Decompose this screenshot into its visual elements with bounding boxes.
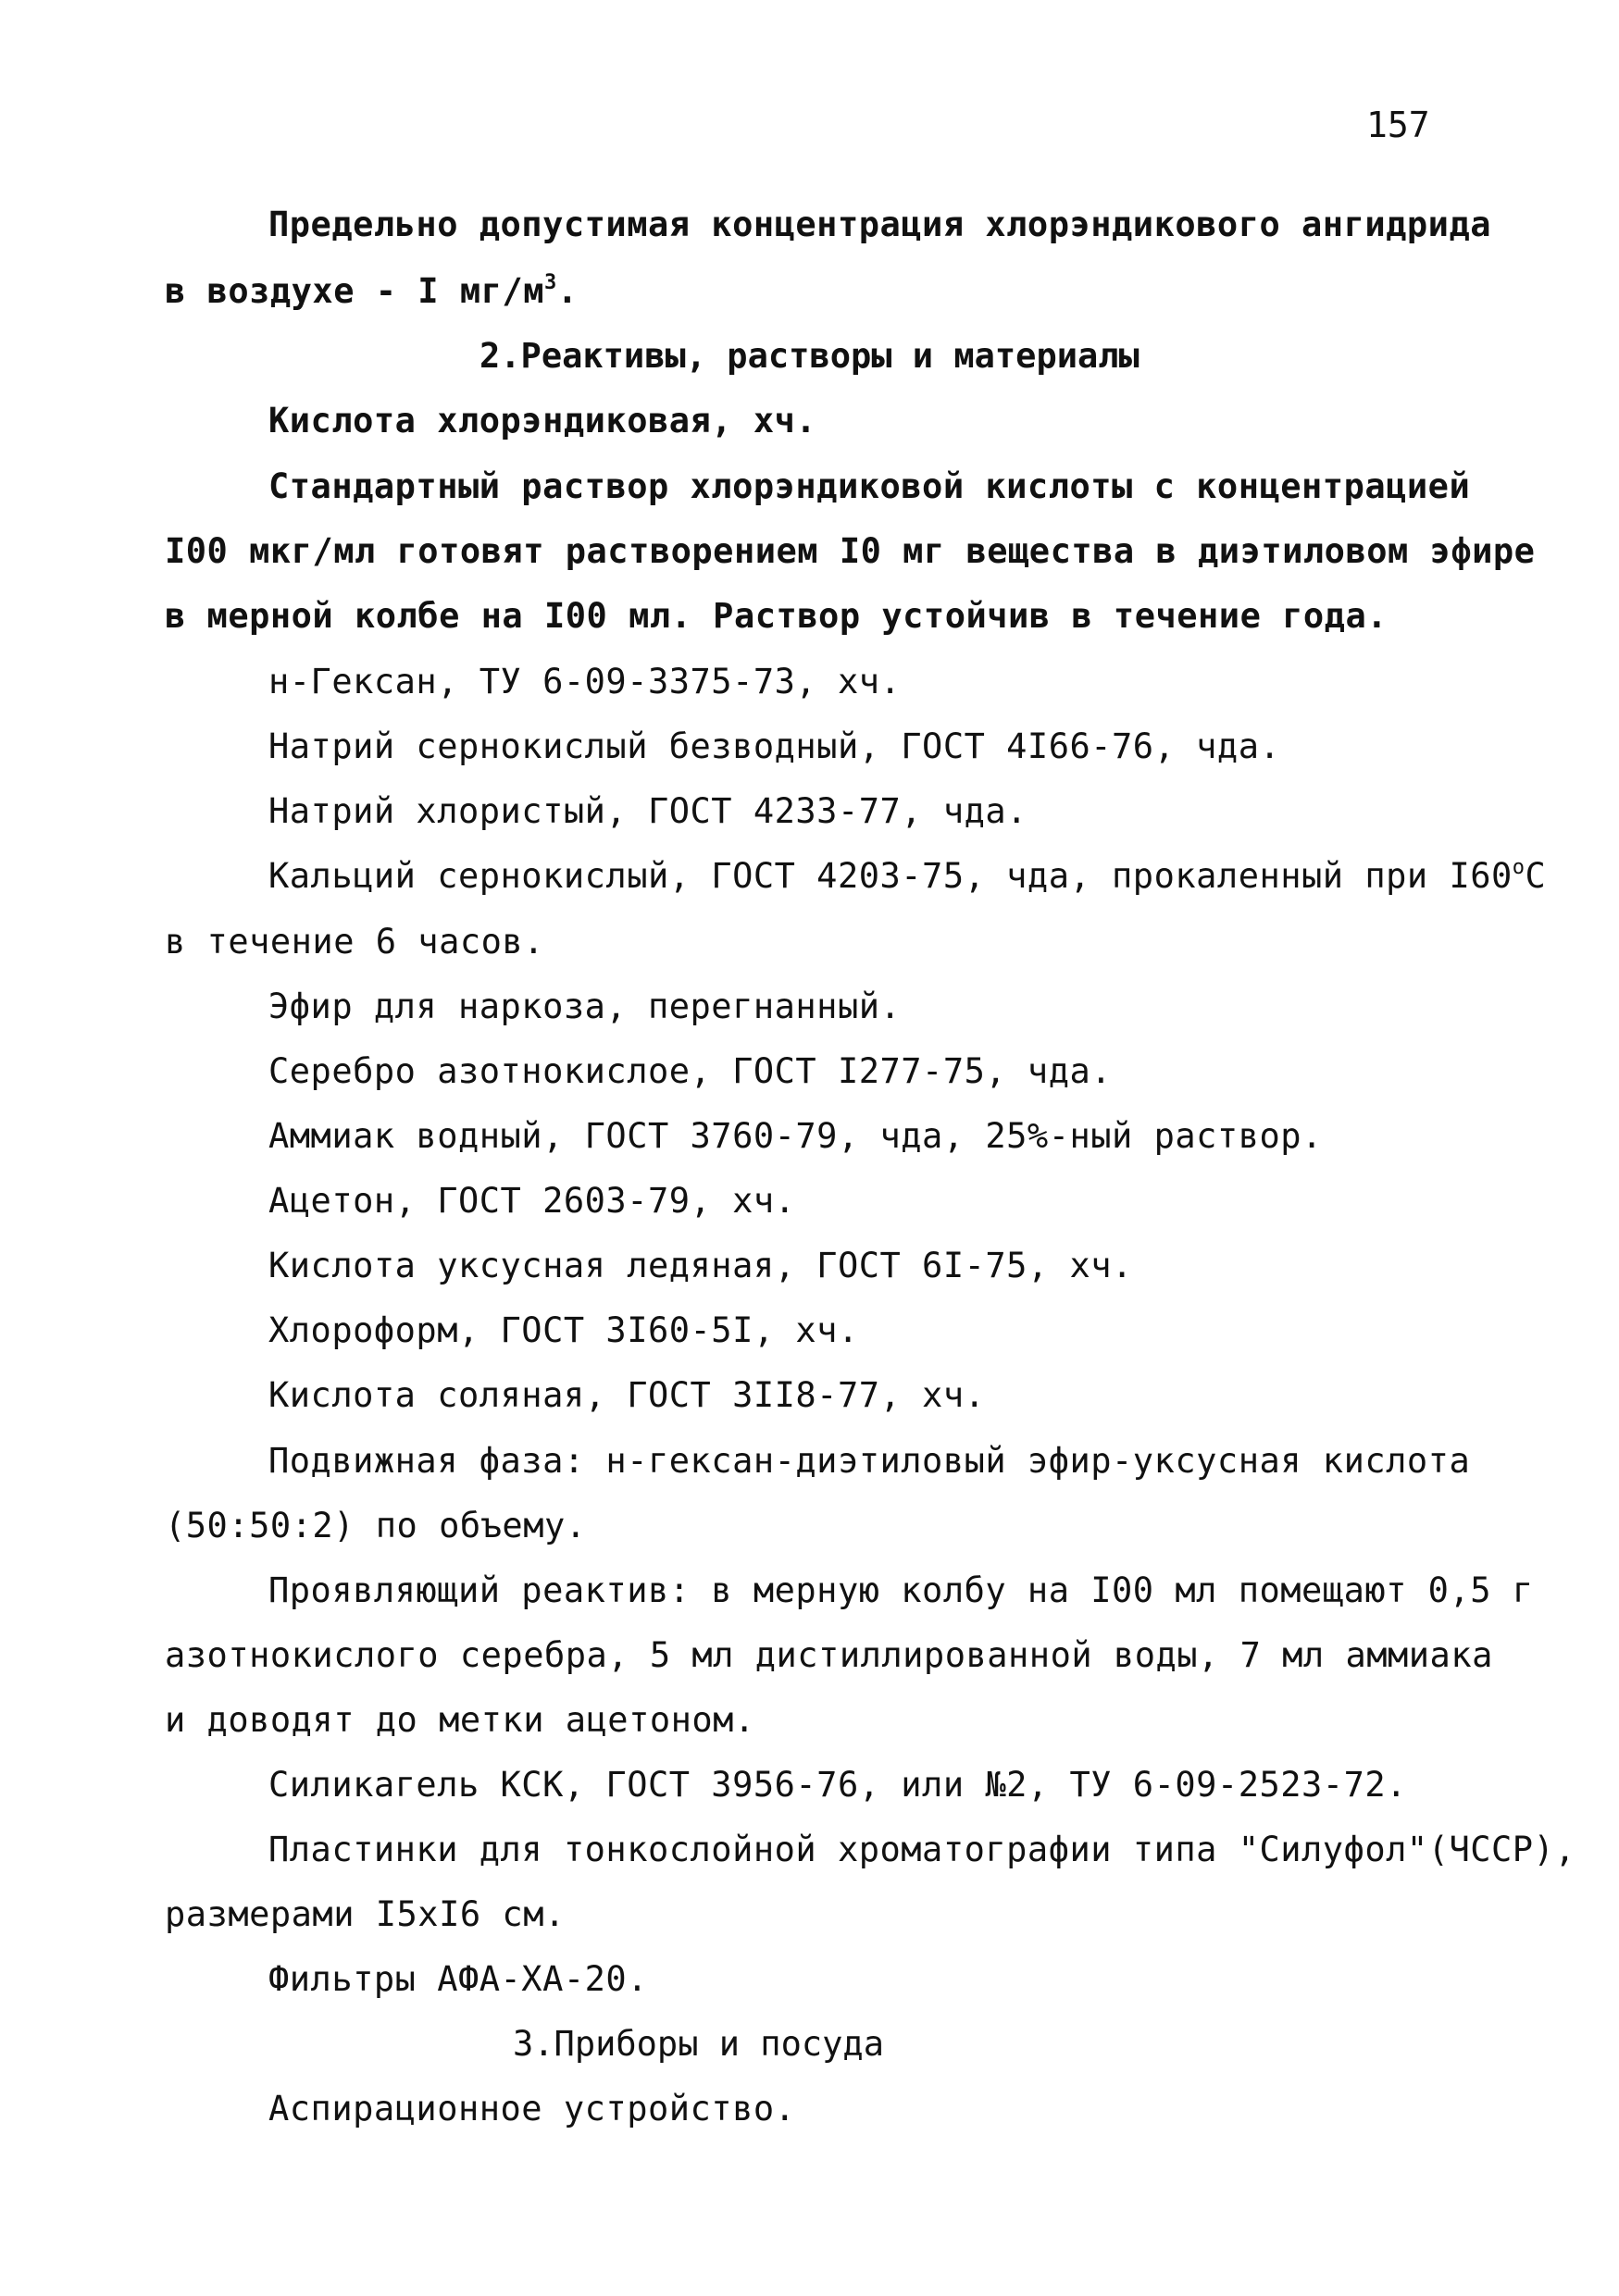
section-3-heading: 3.Приборы и посуда xyxy=(513,2024,884,2064)
pdk-line-2-end: . xyxy=(556,271,579,311)
reagent-chloroform: Хлороформ, ГОСТ 3I60-5I, хч. xyxy=(268,1310,859,1350)
page-number: 157 xyxy=(1366,105,1430,145)
pdk-line-2-superscript: 3 xyxy=(543,270,557,294)
aspiration-device: Аспирационное устройство. xyxy=(268,2089,796,2128)
standard-solution-line-2: I00 мкг/мл готовят растворением I0 мг вещества в диэтиловом эфире xyxy=(165,531,1536,571)
pdk-line-1: Предельно допустимая концентрация хлорэндикового ангидрида xyxy=(268,205,1492,244)
standard-solution-line-1: Стандартный раствор хлорэндиковой кислоты с концентрацией xyxy=(268,466,1471,506)
pdk-line-2-text: в воздухе - I мг/м xyxy=(165,271,544,311)
reagent-hydrochloric-acid: Кислота соляная, ГОСТ 3II8-77, хч. xyxy=(268,1375,986,1415)
mobile-phase-line-2: (50:50:2) по объему. xyxy=(165,1506,587,1545)
reagent-acetone: Ацетон, ГОСТ 2603-79, хч. xyxy=(268,1181,796,1221)
reagent-calcium-sulfate-line-1 xyxy=(268,855,1546,898)
reagent-calcium-sulfate-line-2: в течение 6 часов. xyxy=(165,922,544,962)
filters: Фильтры АФА-ХА-20. xyxy=(268,1959,648,1999)
reagent-chlorendic-acid: Кислота хлорэндиковая, хч. xyxy=(268,401,817,441)
developing-reagent-line-1: Проявляющий реактив: в мерную колбу на I00 мл помещают 0,5 г xyxy=(268,1570,1534,1610)
developing-reagent-line-3: и доводят до метки ацетоном. xyxy=(165,1700,755,1740)
mobile-phase-line-1: Подвижная фаза: н-гексан-диэтиловый эфир-уксусная кислота xyxy=(268,1441,1471,1481)
reagent-ether: Эфир для наркоза, перегнанный. xyxy=(268,987,902,1026)
tlc-plates-line-2: размерами I5xI6 см. xyxy=(165,1894,566,1934)
calcium-text: Кальций сернокислый, ГОСТ 4203-75, чда, прокаленный при I60 xyxy=(268,856,1513,896)
celsius-letter: С xyxy=(1525,856,1547,896)
reagent-ammonia: Аммиак водный, ГОСТ 3760-79, чда, 25%-ный раствор. xyxy=(268,1116,1323,1156)
degree-superscript: о xyxy=(1512,855,1526,879)
developing-reagent-line-2: азотнокислого серебра, 5 мл дистиллированной воды, 7 мл аммиака xyxy=(165,1635,1493,1675)
reagent-sodium-sulfate: Натрий сернокислый безводный, ГОСТ 4I66-76, чда. xyxy=(268,726,1281,766)
section-2-heading: 2.Реактивы, растворы и материалы xyxy=(479,336,1140,376)
tlc-plates-line-1: Пластинки для тонкослойной хроматографии типа "Силуфол"(ЧССР), xyxy=(268,1830,1576,1869)
reagent-silica-gel: Силикагель КСК, ГОСТ 3956-76, или №2, ТУ 6-09-2523-72. xyxy=(268,1765,1407,1805)
reagent-sodium-chloride: Натрий хлористый, ГОСТ 4233-77, чда. xyxy=(268,791,1027,831)
reagent-hexane: н-Гексан, ТУ 6-09-3375-73, хч. xyxy=(268,662,902,701)
reagent-acetic-acid: Кислота уксусная ледяная, ГОСТ 6I-75, хч. xyxy=(268,1246,1133,1285)
reagent-silver-nitrate: Серебро азотнокислое, ГОСТ I277-75, чда. xyxy=(268,1051,1113,1091)
pdk-line-2 xyxy=(165,270,579,313)
standard-solution-line-3: в мерной колбе на I00 мл. Раствор устойчив в течение года. xyxy=(165,596,1389,636)
